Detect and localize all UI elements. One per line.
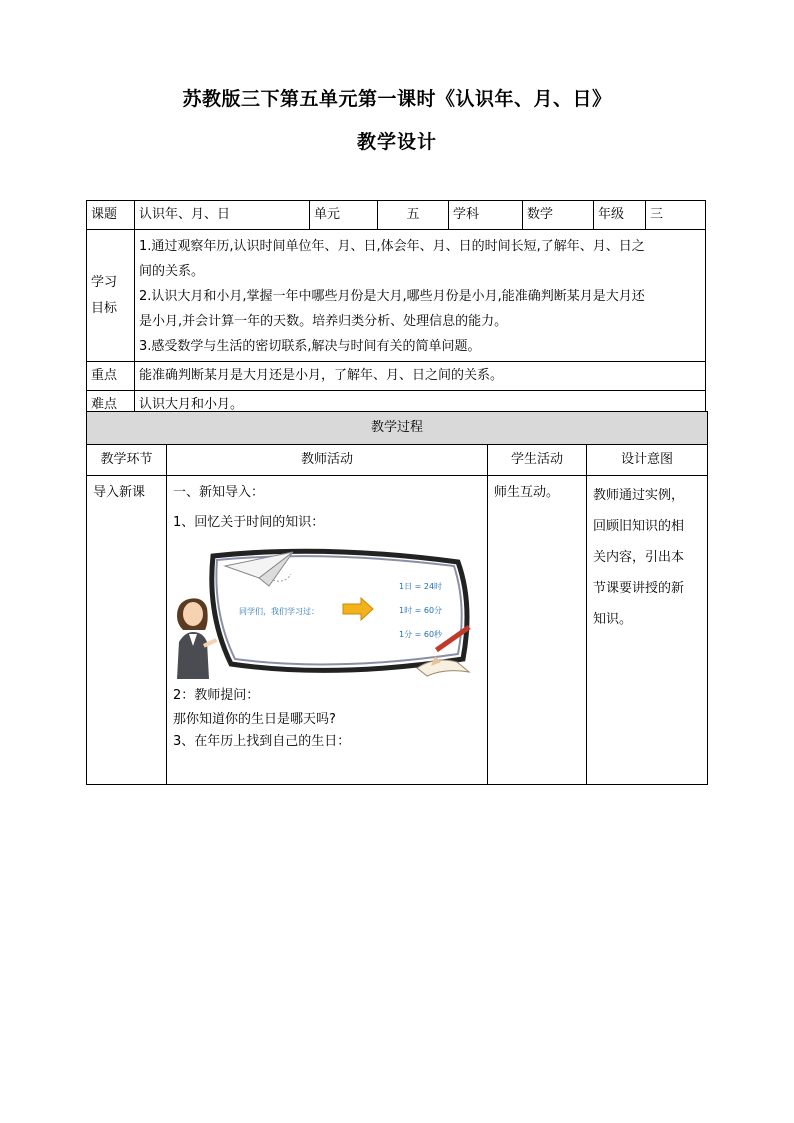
column-header: 教学环节 <box>87 445 167 476</box>
teacher-line: 一、新知导入： <box>173 485 265 500</box>
purpose-line: 教师通过实例， <box>593 488 685 503</box>
teacher-icon <box>177 598 217 679</box>
fact-hour: 1时 = 60分 <box>399 606 443 615</box>
teaching-process-table <box>86 411 708 785</box>
key-point-value: 能准确判断某月是大月还是小月，了解年、月、日之间的关系。 <box>135 362 706 391</box>
lesson-info-table <box>86 200 706 420</box>
fact-minute: 1分 = 60秒 <box>399 630 443 639</box>
goal-line: 3.感受数学与生活的密切联系,解决与时间有关的简单问题。 <box>139 339 481 354</box>
illustration-graphic <box>173 544 473 679</box>
goal-line: 2.认识大月和小月,掌握一年中哪些月份是大月,哪些月份是小月,能准确判断某月是大月还 <box>139 289 645 304</box>
difficulty-value: 认识大月和小月。 <box>135 391 706 420</box>
table-row <box>87 201 706 230</box>
teacher-line: 2：教师提问： <box>173 688 260 703</box>
document-title: 苏教版三下第五单元第一课时《认识年、月、日》 <box>182 88 612 110</box>
key-point-label: 重点 <box>87 362 135 391</box>
teacher-line: 1、回忆关于时间的知识： <box>173 515 325 530</box>
goal-line: 间的关系。 <box>139 264 205 279</box>
teacher-activity-cell <box>167 476 488 785</box>
column-header: 学生活动 <box>488 445 587 476</box>
topic-value: 认识年、月、日 <box>135 201 310 230</box>
purpose-line: 知识。 <box>593 612 633 627</box>
grade-label: 年级 <box>594 201 646 230</box>
table-row <box>87 362 706 391</box>
fact-day: 1日 = 24时 <box>399 582 443 591</box>
subject-value: 数学 <box>523 201 594 230</box>
speech-text: 同学们，我们学习过： <box>239 607 319 616</box>
stage-cell: 导入新课 <box>87 476 167 785</box>
column-header: 设计意图 <box>587 445 708 476</box>
unit-value: 五 <box>378 201 449 230</box>
teacher-line: 3、在年历上找到自己的生日： <box>173 734 351 749</box>
table-row <box>87 445 708 476</box>
design-purpose-cell <box>587 476 708 785</box>
difficulty-label: 难点 <box>87 391 135 420</box>
review-illustration <box>173 544 473 679</box>
grade-value: 三 <box>646 201 706 230</box>
topic-label: 课题 <box>87 201 135 230</box>
purpose-line: 节课要讲授的新 <box>593 581 685 596</box>
purpose-line: 回顾旧知识的相 <box>593 519 685 534</box>
student-activity-cell: 师生互动。 <box>488 476 587 785</box>
column-header: 教师活动 <box>167 445 488 476</box>
goals-content <box>135 230 706 362</box>
purpose-line: 关内容，引出本 <box>593 550 685 565</box>
goal-line: 1.通过观察年历,认识时间单位年、月、日,体会年、月、日的时间长短,了解年、月、日之 <box>139 239 645 254</box>
goal-line: 是小月,并会计算一年的天数。培养归类分析、处理信息的能力。 <box>139 314 508 329</box>
goals-label: 学习 目标 <box>87 230 135 362</box>
table-row <box>87 230 706 362</box>
document-subtitle: 教学设计 <box>356 131 437 153</box>
teacher-line: 那你知道你的生日是哪天吗? <box>173 712 336 727</box>
table-row <box>87 476 708 785</box>
subject-label: 学科 <box>449 201 523 230</box>
process-header: 教学过程 <box>87 412 708 445</box>
table-row <box>87 412 708 445</box>
unit-label: 单元 <box>310 201 378 230</box>
